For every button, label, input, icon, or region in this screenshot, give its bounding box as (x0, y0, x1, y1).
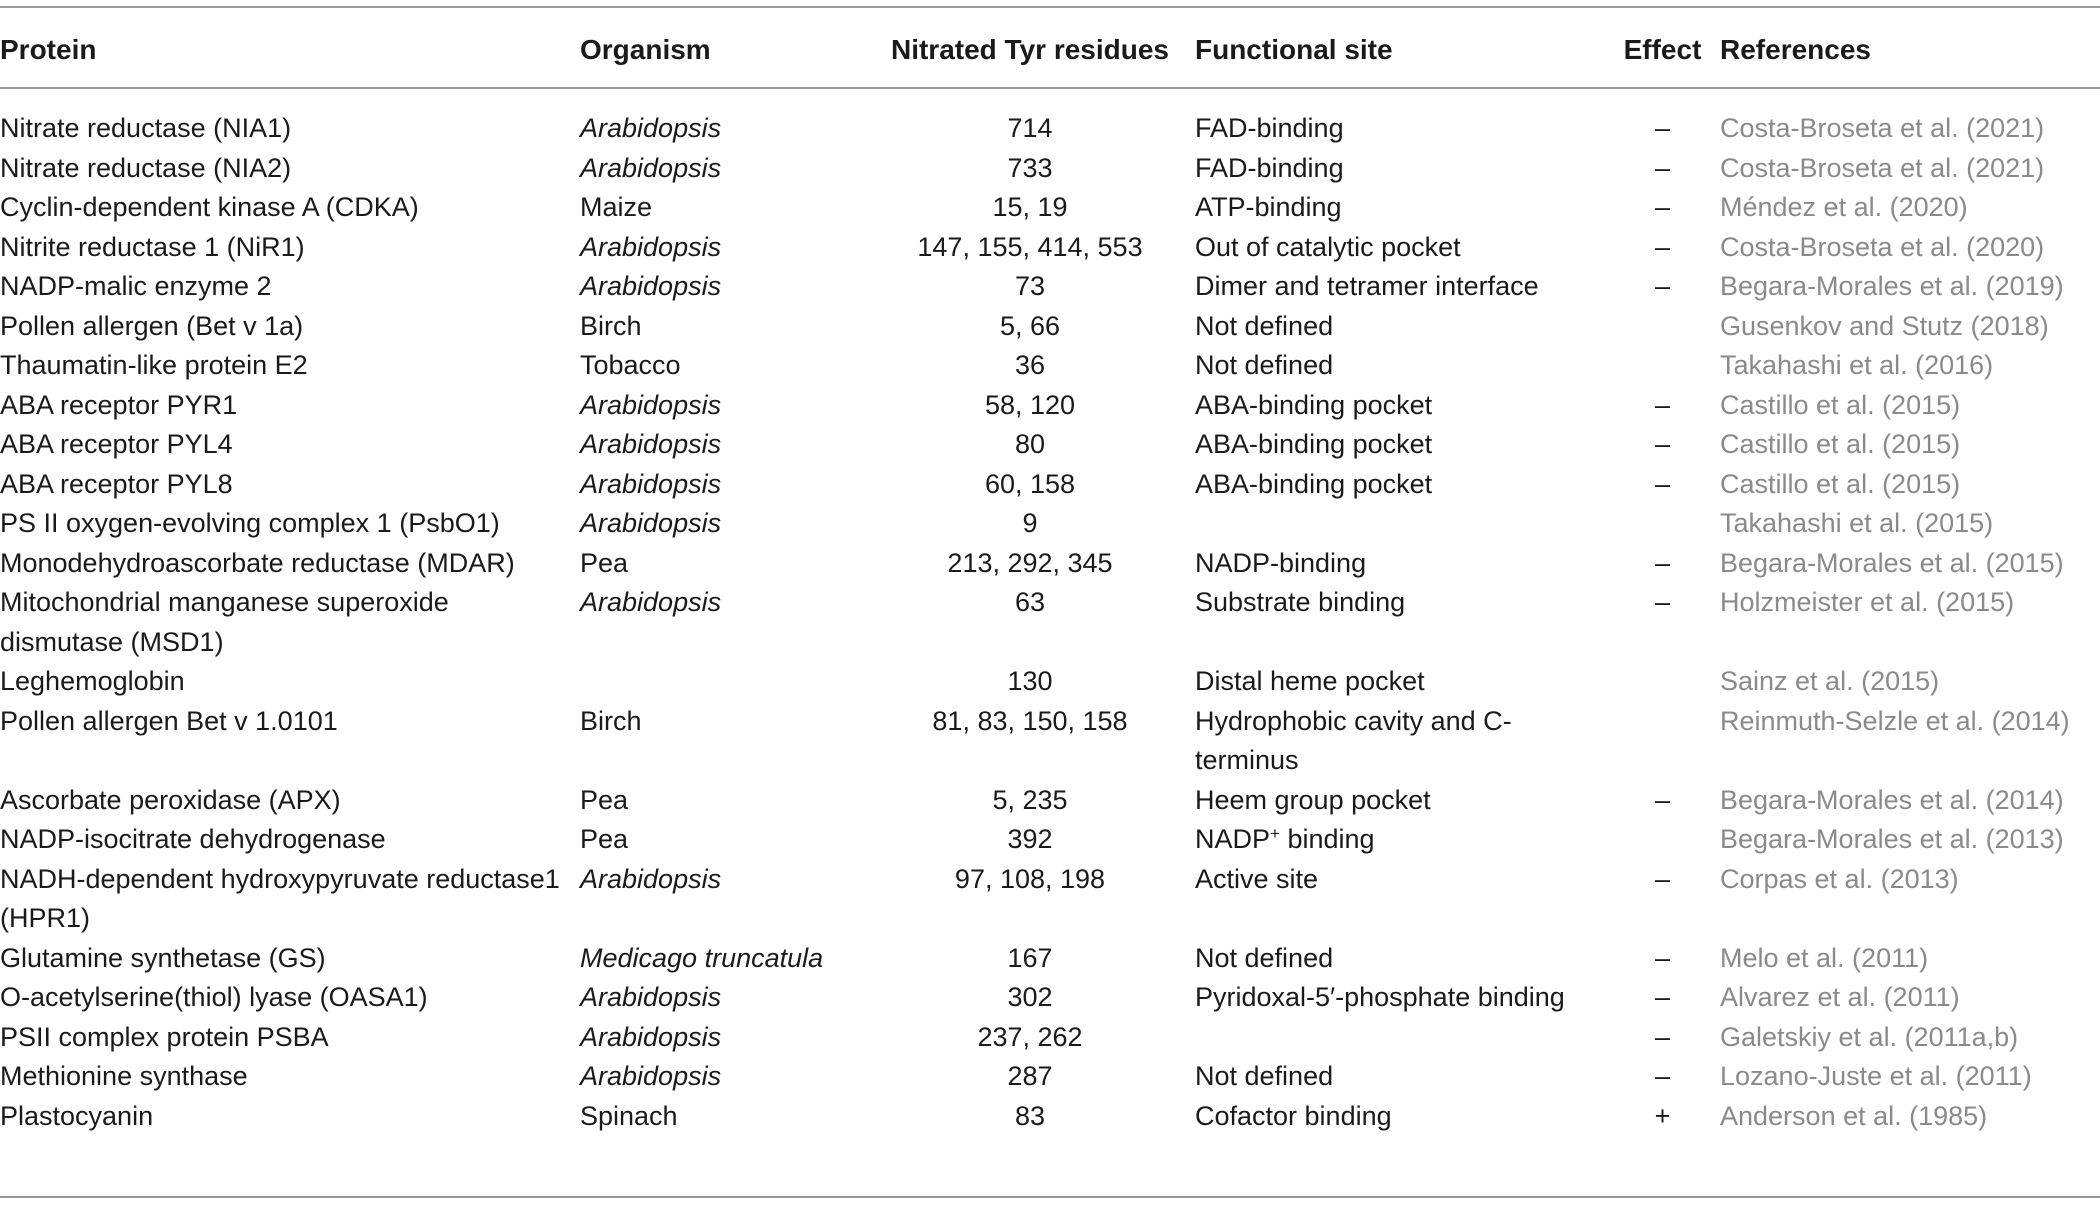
cell-effect: – (1654, 784, 1671, 815)
cell-reference: Costa-Broseta et al. (2020) (1720, 231, 2045, 262)
cell-residues: 60, 158 (984, 468, 1076, 499)
cell-protein: Monodehydroascorbate reductase (MDAR) (0, 547, 515, 578)
table-row (0, 504, 2100, 544)
cell-residues: 9 (1022, 508, 1038, 538)
cell-residues: 58, 120 (984, 389, 1076, 420)
cell-organism: Pea (580, 547, 629, 578)
table-row (0, 346, 2100, 386)
site-text: NADP (1195, 824, 1271, 854)
cell-organism: Arabidopsis (580, 113, 722, 143)
cell-organism: Pea (580, 824, 629, 854)
cell-functional-site: Distal heme pocket (1195, 666, 1425, 696)
cell-effect: – (1654, 152, 1671, 183)
table-row (0, 702, 2100, 781)
cell-reference: Takahashi et al. (2016) (1720, 350, 1994, 380)
cell-organism: Arabidopsis (580, 982, 722, 1012)
cell-protein: Plastocyanin (0, 1100, 154, 1131)
cell-reference: Begara-Morales et al. (2013) (1720, 824, 2064, 854)
table-row (0, 978, 2100, 1018)
cell-residues: 15, 19 (992, 192, 1068, 222)
cell-functional-site (1195, 504, 1605, 544)
cell-effect: – (1654, 113, 1671, 143)
cell-reference: Reinmuth-Selzle et al. (2014) (1720, 705, 2070, 736)
cell-organism: Arabidopsis (580, 429, 722, 459)
cell-effect: – (1654, 468, 1671, 499)
table-row (0, 465, 2100, 505)
cell-effect: – (1654, 863, 1671, 894)
cell-effect: – (1654, 429, 1671, 459)
cell-protein: ABA receptor PYL8 (0, 468, 233, 499)
cell-residues: 36 (1014, 350, 1046, 380)
table-row (0, 149, 2100, 189)
cell-functional-site: Not defined (1195, 350, 1334, 380)
cell-reference: Costa-Broseta et al. (2021) (1720, 152, 2045, 183)
header-residues: Nitrated Tyr residues (890, 34, 1170, 65)
cell-effect (1605, 702, 1720, 781)
cell-protein: ABA receptor PYR1 (0, 389, 238, 420)
cell-residues: 714 (1007, 113, 1053, 143)
cell-effect (1605, 820, 1720, 860)
header-functional-site: Functional site (1195, 34, 1393, 65)
cell-organism: Spinach (580, 1100, 678, 1131)
cell-residues: 130 (1007, 666, 1053, 696)
cell-functional-site (1195, 1018, 1605, 1058)
table-body (0, 88, 2100, 1136)
cell-organism: Arabidopsis (580, 231, 722, 262)
site-superscript: + (1270, 824, 1280, 843)
cell-protein: PS II oxygen-evolving complex 1 (PsbO1) (0, 508, 500, 538)
cell-functional-site: Not defined (1195, 310, 1334, 341)
cell-effect (1605, 346, 1720, 386)
table-row (0, 662, 2100, 702)
cell-reference: Melo et al. (2011) (1720, 942, 1929, 973)
cell-functional-site: Active site (1195, 863, 1319, 894)
cell-protein: NADP-isocitrate dehydrogenase (0, 824, 386, 854)
cell-organism: Arabidopsis (580, 389, 722, 420)
cell-effect: – (1654, 1061, 1671, 1091)
table-row (0, 781, 2100, 821)
cell-functional-site: Dimer and tetramer interface (1195, 271, 1539, 301)
cell-effect: – (1654, 271, 1671, 301)
cell-reference: Costa-Broseta et al. (2021) (1720, 113, 2045, 143)
cell-effect: + (1654, 1100, 1671, 1131)
header-references: References (1720, 34, 1871, 65)
cell-functional-site: Not defined (1195, 942, 1334, 973)
table-row (0, 88, 2100, 149)
cell-effect: – (1654, 982, 1671, 1012)
table-row (0, 307, 2100, 347)
cell-functional-site: ATP-binding (1195, 192, 1342, 222)
cell-effect: – (1654, 587, 1671, 617)
cell-reference: Takahashi et al. (2015) (1720, 508, 1994, 538)
cell-functional-site: Pyridoxal-5′-phosphate binding (1195, 982, 1565, 1012)
cell-functional-site: ABA-binding pocket (1195, 429, 1433, 459)
cell-functional-site: Not defined (1195, 1061, 1334, 1091)
cell-functional-site: FAD-binding (1195, 152, 1344, 183)
cell-reference: Begara-Morales et al. (2019) (1720, 271, 2064, 301)
cell-residues: 80 (1014, 429, 1046, 459)
cell-reference: Gusenkov and Stutz (2018) (1720, 310, 2049, 341)
site-text-after: binding (1279, 824, 1375, 854)
cell-protein: Pollen allergen (Bet v 1a) (0, 310, 304, 341)
cell-organism: Arabidopsis (580, 1061, 722, 1091)
cell-residues: 237, 262 (977, 1021, 1083, 1052)
cell-functional-site: Heem group pocket (1195, 784, 1431, 815)
cell-reference: Anderson et al. (1985) (1720, 1100, 1988, 1131)
cell-reference: Alvarez et al. (2011) (1720, 982, 1960, 1012)
cell-reference: Corpas et al. (2013) (1720, 863, 1959, 894)
cell-functional-site: ABA-binding pocket (1195, 468, 1433, 499)
cell-protein: Pollen allergen Bet v 1.0101 (0, 705, 338, 736)
cell-reference: Méndez et al. (2020) (1720, 192, 1968, 222)
cell-functional-site: NADP-binding (1195, 547, 1367, 578)
cell-organism: Medicago truncatula (580, 942, 824, 973)
cell-organism: Arabidopsis (580, 271, 722, 301)
table-row (0, 544, 2100, 584)
header-organism: Organism (580, 34, 711, 65)
cell-protein: NADH-dependent hydroxypyruvate reductase1 (HPR1) (0, 863, 560, 933)
cell-residues: 81, 83, 150, 158 (932, 705, 1128, 736)
cell-functional-site: Hydrophobic cavity and C-terminus (1195, 705, 1512, 775)
cell-functional-site: FAD-binding (1195, 113, 1344, 143)
cell-protein: Nitrate reductase (NIA2) (0, 152, 292, 183)
cell-residues: 5, 235 (992, 784, 1068, 815)
cell-residues: 287 (1007, 1061, 1053, 1091)
cell-residues: 97, 108, 198 (954, 863, 1106, 894)
cell-effect: – (1654, 547, 1671, 578)
table-row (0, 860, 2100, 939)
cell-effect (1605, 504, 1720, 544)
cell-residues: 167 (1007, 942, 1053, 973)
cell-residues: 83 (1014, 1100, 1046, 1131)
cell-residues: 392 (1007, 824, 1053, 854)
cell-protein: Glutamine synthetase (GS) (0, 942, 326, 973)
header-protein: Protein (0, 34, 97, 65)
cell-organism: Arabidopsis (580, 863, 722, 894)
cell-residues: 213, 292, 345 (947, 547, 1113, 578)
cell-effect: – (1654, 1021, 1671, 1052)
cell-residues: 63 (1014, 587, 1046, 617)
cell-reference: Castillo et al. (2015) (1720, 468, 1961, 499)
table-header-row (0, 0, 2100, 88)
table-row (0, 1018, 2100, 1058)
cell-reference: Holzmeister et al. (2015) (1720, 587, 2015, 617)
cell-effect (1605, 662, 1720, 702)
cell-reference: Sainz et al. (2015) (1720, 666, 1940, 696)
cell-functional-site: Cofactor binding (1195, 1100, 1392, 1131)
cell-organism: Birch (580, 705, 642, 736)
cell-residues: 302 (1007, 982, 1053, 1012)
header-effect: Effect (1623, 34, 1702, 65)
cell-protein: Cyclin-dependent kinase A (CDKA) (0, 192, 419, 222)
cell-reference: Castillo et al. (2015) (1720, 429, 1961, 459)
cell-protein: Ascorbate peroxidase (APX) (0, 784, 341, 815)
cell-organism (580, 662, 865, 702)
cell-effect: – (1654, 192, 1671, 222)
table-row (0, 1097, 2100, 1137)
cell-protein: Mitochondrial manganese superoxide dismutase (MSD1) (0, 587, 449, 657)
cell-effect: – (1654, 942, 1671, 973)
cell-organism: Arabidopsis (580, 152, 722, 183)
cell-residues: 147, 155, 414, 553 (917, 231, 1143, 262)
cell-residues: 73 (1014, 271, 1046, 301)
cell-organism: Pea (580, 784, 629, 815)
cell-residues: 5, 66 (999, 310, 1061, 341)
cell-reference: Castillo et al. (2015) (1720, 389, 1961, 420)
cell-protein: O-acetylserine(thiol) lyase (OASA1) (0, 982, 428, 1012)
table-row (0, 820, 2100, 860)
table-row (0, 425, 2100, 465)
cell-protein: Thaumatin-like protein E2 (0, 350, 308, 380)
table-row (0, 1057, 2100, 1097)
cell-protein: PSII complex protein PSBA (0, 1021, 329, 1052)
table-row (0, 583, 2100, 662)
cell-reference: Begara-Morales et al. (2015) (1720, 547, 2064, 578)
cell-protein: ABA receptor PYL4 (0, 429, 233, 459)
cell-effect: – (1654, 389, 1671, 420)
table-row (0, 267, 2100, 307)
cell-functional-site: Substrate binding (1195, 587, 1406, 617)
cell-organism: Arabidopsis (580, 587, 722, 617)
cell-protein: NADP-malic enzyme 2 (0, 271, 272, 301)
cell-protein: Nitrate reductase (NIA1) (0, 113, 292, 143)
cell-organism: Arabidopsis (580, 1021, 722, 1052)
cell-reference: Begara-Morales et al. (2014) (1720, 784, 2064, 815)
cell-reference: Lozano-Juste et al. (2011) (1720, 1061, 2032, 1091)
cell-residues: 733 (1007, 152, 1053, 183)
table-row (0, 386, 2100, 426)
cell-effect: – (1654, 231, 1671, 262)
cell-protein: Methionine synthase (0, 1061, 248, 1091)
table-row (0, 228, 2100, 268)
cell-functional-site: ABA-binding pocket (1195, 389, 1433, 420)
cell-organism: Arabidopsis (580, 468, 722, 499)
cell-protein: Leghemoglobin (0, 666, 185, 696)
cell-organism: Tobacco (580, 350, 681, 380)
cell-effect (1605, 307, 1720, 347)
table-row (0, 188, 2100, 228)
cell-organism: Arabidopsis (580, 508, 722, 538)
table-row (0, 939, 2100, 979)
table-bottom-rule (0, 1196, 2100, 1198)
cell-organism: Maize (580, 192, 653, 222)
cell-protein: Nitrite reductase 1 (NiR1) (0, 231, 305, 262)
cell-functional-site: Out of catalytic pocket (1195, 231, 1461, 262)
cell-organism: Birch (580, 310, 642, 341)
cell-functional-site (1195, 820, 1605, 860)
cell-reference: Galetskiy et al. (2011a,b) (1720, 1021, 2019, 1052)
